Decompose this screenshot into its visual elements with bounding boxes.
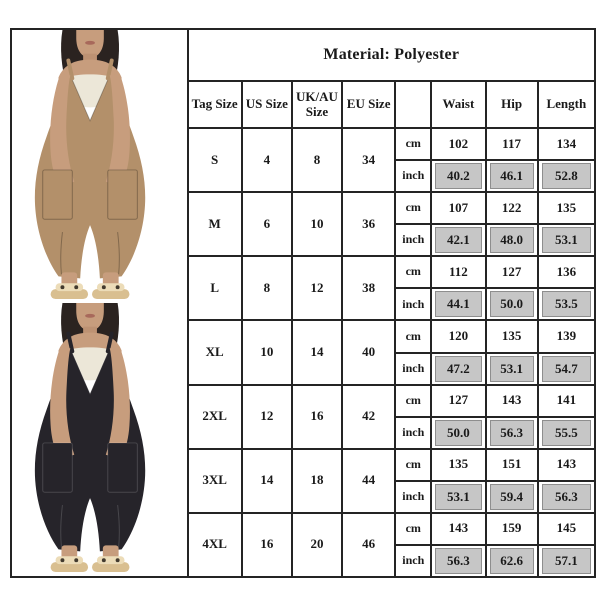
- tag-size-cell: 4XL: [188, 513, 242, 577]
- waist-cm-cell: 135: [431, 449, 485, 481]
- col-header-tag-size: Tag Size: [188, 81, 242, 128]
- hip-cm-cell: 135: [486, 320, 538, 352]
- hip-cm-cell: 143: [486, 385, 538, 417]
- col-header-eu-size: EU Size: [342, 81, 395, 128]
- waist-cm-cell: 107: [431, 192, 485, 224]
- length-inch-cell: 55.5: [538, 417, 595, 449]
- unit-inch-label: inch: [395, 224, 431, 256]
- col-header-length: Length: [538, 81, 595, 128]
- eu-size-cell: 38: [342, 256, 395, 320]
- eu-size-cell: 40: [342, 320, 395, 384]
- us-size-cell: 12: [242, 385, 292, 449]
- length-cm-cell: 141: [538, 385, 595, 417]
- us-size-cell: 10: [242, 320, 292, 384]
- us-size-cell: 8: [242, 256, 292, 320]
- unit-cm-label: cm: [395, 128, 431, 160]
- length-cm-cell: 134: [538, 128, 595, 160]
- ukau-size-cell: 14: [292, 320, 342, 384]
- waist-inch-cell: 44.1: [431, 288, 485, 320]
- length-inch-cell: 54.7: [538, 353, 595, 385]
- ukau-size-cell: 12: [292, 256, 342, 320]
- unit-cm-label: cm: [395, 320, 431, 352]
- waist-cm-cell: 112: [431, 256, 485, 288]
- hip-inch-cell: 53.1: [486, 353, 538, 385]
- length-cm-cell: 145: [538, 513, 595, 545]
- unit-cm-label: cm: [395, 513, 431, 545]
- tag-size-cell: 2XL: [188, 385, 242, 449]
- tag-size-cell: 3XL: [188, 449, 242, 513]
- tag-size-cell: L: [188, 256, 242, 320]
- us-size-cell: 16: [242, 513, 292, 577]
- col-header-hip: Hip: [486, 81, 538, 128]
- col-header-ukau-size: UK/AU Size: [292, 81, 342, 128]
- length-inch-cell: 56.3: [538, 481, 595, 513]
- unit-inch-label: inch: [395, 481, 431, 513]
- waist-inch-cell: 42.1: [431, 224, 485, 256]
- length-cm-cell: 139: [538, 320, 595, 352]
- ukau-size-cell: 16: [292, 385, 342, 449]
- length-inch-cell: 53.1: [538, 224, 595, 256]
- waist-cm-cell: 120: [431, 320, 485, 352]
- hip-cm-cell: 127: [486, 256, 538, 288]
- black-jumpsuit-figure-icon: [25, 303, 173, 575]
- hip-inch-cell: 56.3: [486, 417, 538, 449]
- hip-cm-cell: 151: [486, 449, 538, 481]
- hip-inch-cell: 48.0: [486, 224, 538, 256]
- unit-inch-label: inch: [395, 160, 431, 192]
- length-inch-cell: 52.8: [538, 160, 595, 192]
- tag-size-cell: XL: [188, 320, 242, 384]
- unit-cm-label: cm: [395, 449, 431, 481]
- product-photos-cell: [11, 29, 188, 577]
- jumpsuit-photo-tan: [12, 30, 187, 303]
- hip-inch-cell: 62.6: [486, 545, 538, 577]
- unit-cm-label: cm: [395, 192, 431, 224]
- us-size-cell: 4: [242, 128, 292, 192]
- waist-inch-cell: 56.3: [431, 545, 485, 577]
- hip-cm-cell: 122: [486, 192, 538, 224]
- waist-inch-cell: 47.2: [431, 353, 485, 385]
- ukau-size-cell: 8: [292, 128, 342, 192]
- material-row: [11, 29, 595, 81]
- unit-cm-label: cm: [395, 256, 431, 288]
- us-size-cell: 14: [242, 449, 292, 513]
- tag-size-cell: M: [188, 192, 242, 256]
- ukau-size-cell: 20: [292, 513, 342, 577]
- length-cm-cell: 136: [538, 256, 595, 288]
- length-cm-cell: 143: [538, 449, 595, 481]
- hip-cm-cell: 117: [486, 128, 538, 160]
- waist-inch-cell: 50.0: [431, 417, 485, 449]
- material-header: Material: Polyester: [188, 29, 595, 81]
- eu-size-cell: 34: [342, 128, 395, 192]
- ukau-size-cell: 10: [292, 192, 342, 256]
- length-inch-cell: 53.5: [538, 288, 595, 320]
- waist-inch-cell: 53.1: [431, 481, 485, 513]
- eu-size-cell: 46: [342, 513, 395, 577]
- size-chart-table: [10, 28, 596, 578]
- unit-cm-label: cm: [395, 385, 431, 417]
- unit-inch-label: inch: [395, 353, 431, 385]
- jumpsuit-photo-black: [12, 303, 187, 576]
- hip-inch-cell: 46.1: [486, 160, 538, 192]
- col-header-waist: Waist: [431, 81, 485, 128]
- eu-size-cell: 44: [342, 449, 395, 513]
- hip-inch-cell: 59.4: [486, 481, 538, 513]
- tag-size-cell: S: [188, 128, 242, 192]
- hip-inch-cell: 50.0: [486, 288, 538, 320]
- unit-inch-label: inch: [395, 417, 431, 449]
- us-size-cell: 6: [242, 192, 292, 256]
- waist-cm-cell: 143: [431, 513, 485, 545]
- waist-cm-cell: 127: [431, 385, 485, 417]
- waist-cm-cell: 102: [431, 128, 485, 160]
- col-header-unit: [395, 81, 431, 128]
- length-cm-cell: 135: [538, 192, 595, 224]
- length-inch-cell: 57.1: [538, 545, 595, 577]
- unit-inch-label: inch: [395, 288, 431, 320]
- col-header-us-size: US Size: [242, 81, 292, 128]
- hip-cm-cell: 159: [486, 513, 538, 545]
- eu-size-cell: 42: [342, 385, 395, 449]
- unit-inch-label: inch: [395, 545, 431, 577]
- ukau-size-cell: 18: [292, 449, 342, 513]
- eu-size-cell: 36: [342, 192, 395, 256]
- waist-inch-cell: 40.2: [431, 160, 485, 192]
- tan-jumpsuit-figure-icon: [25, 30, 173, 302]
